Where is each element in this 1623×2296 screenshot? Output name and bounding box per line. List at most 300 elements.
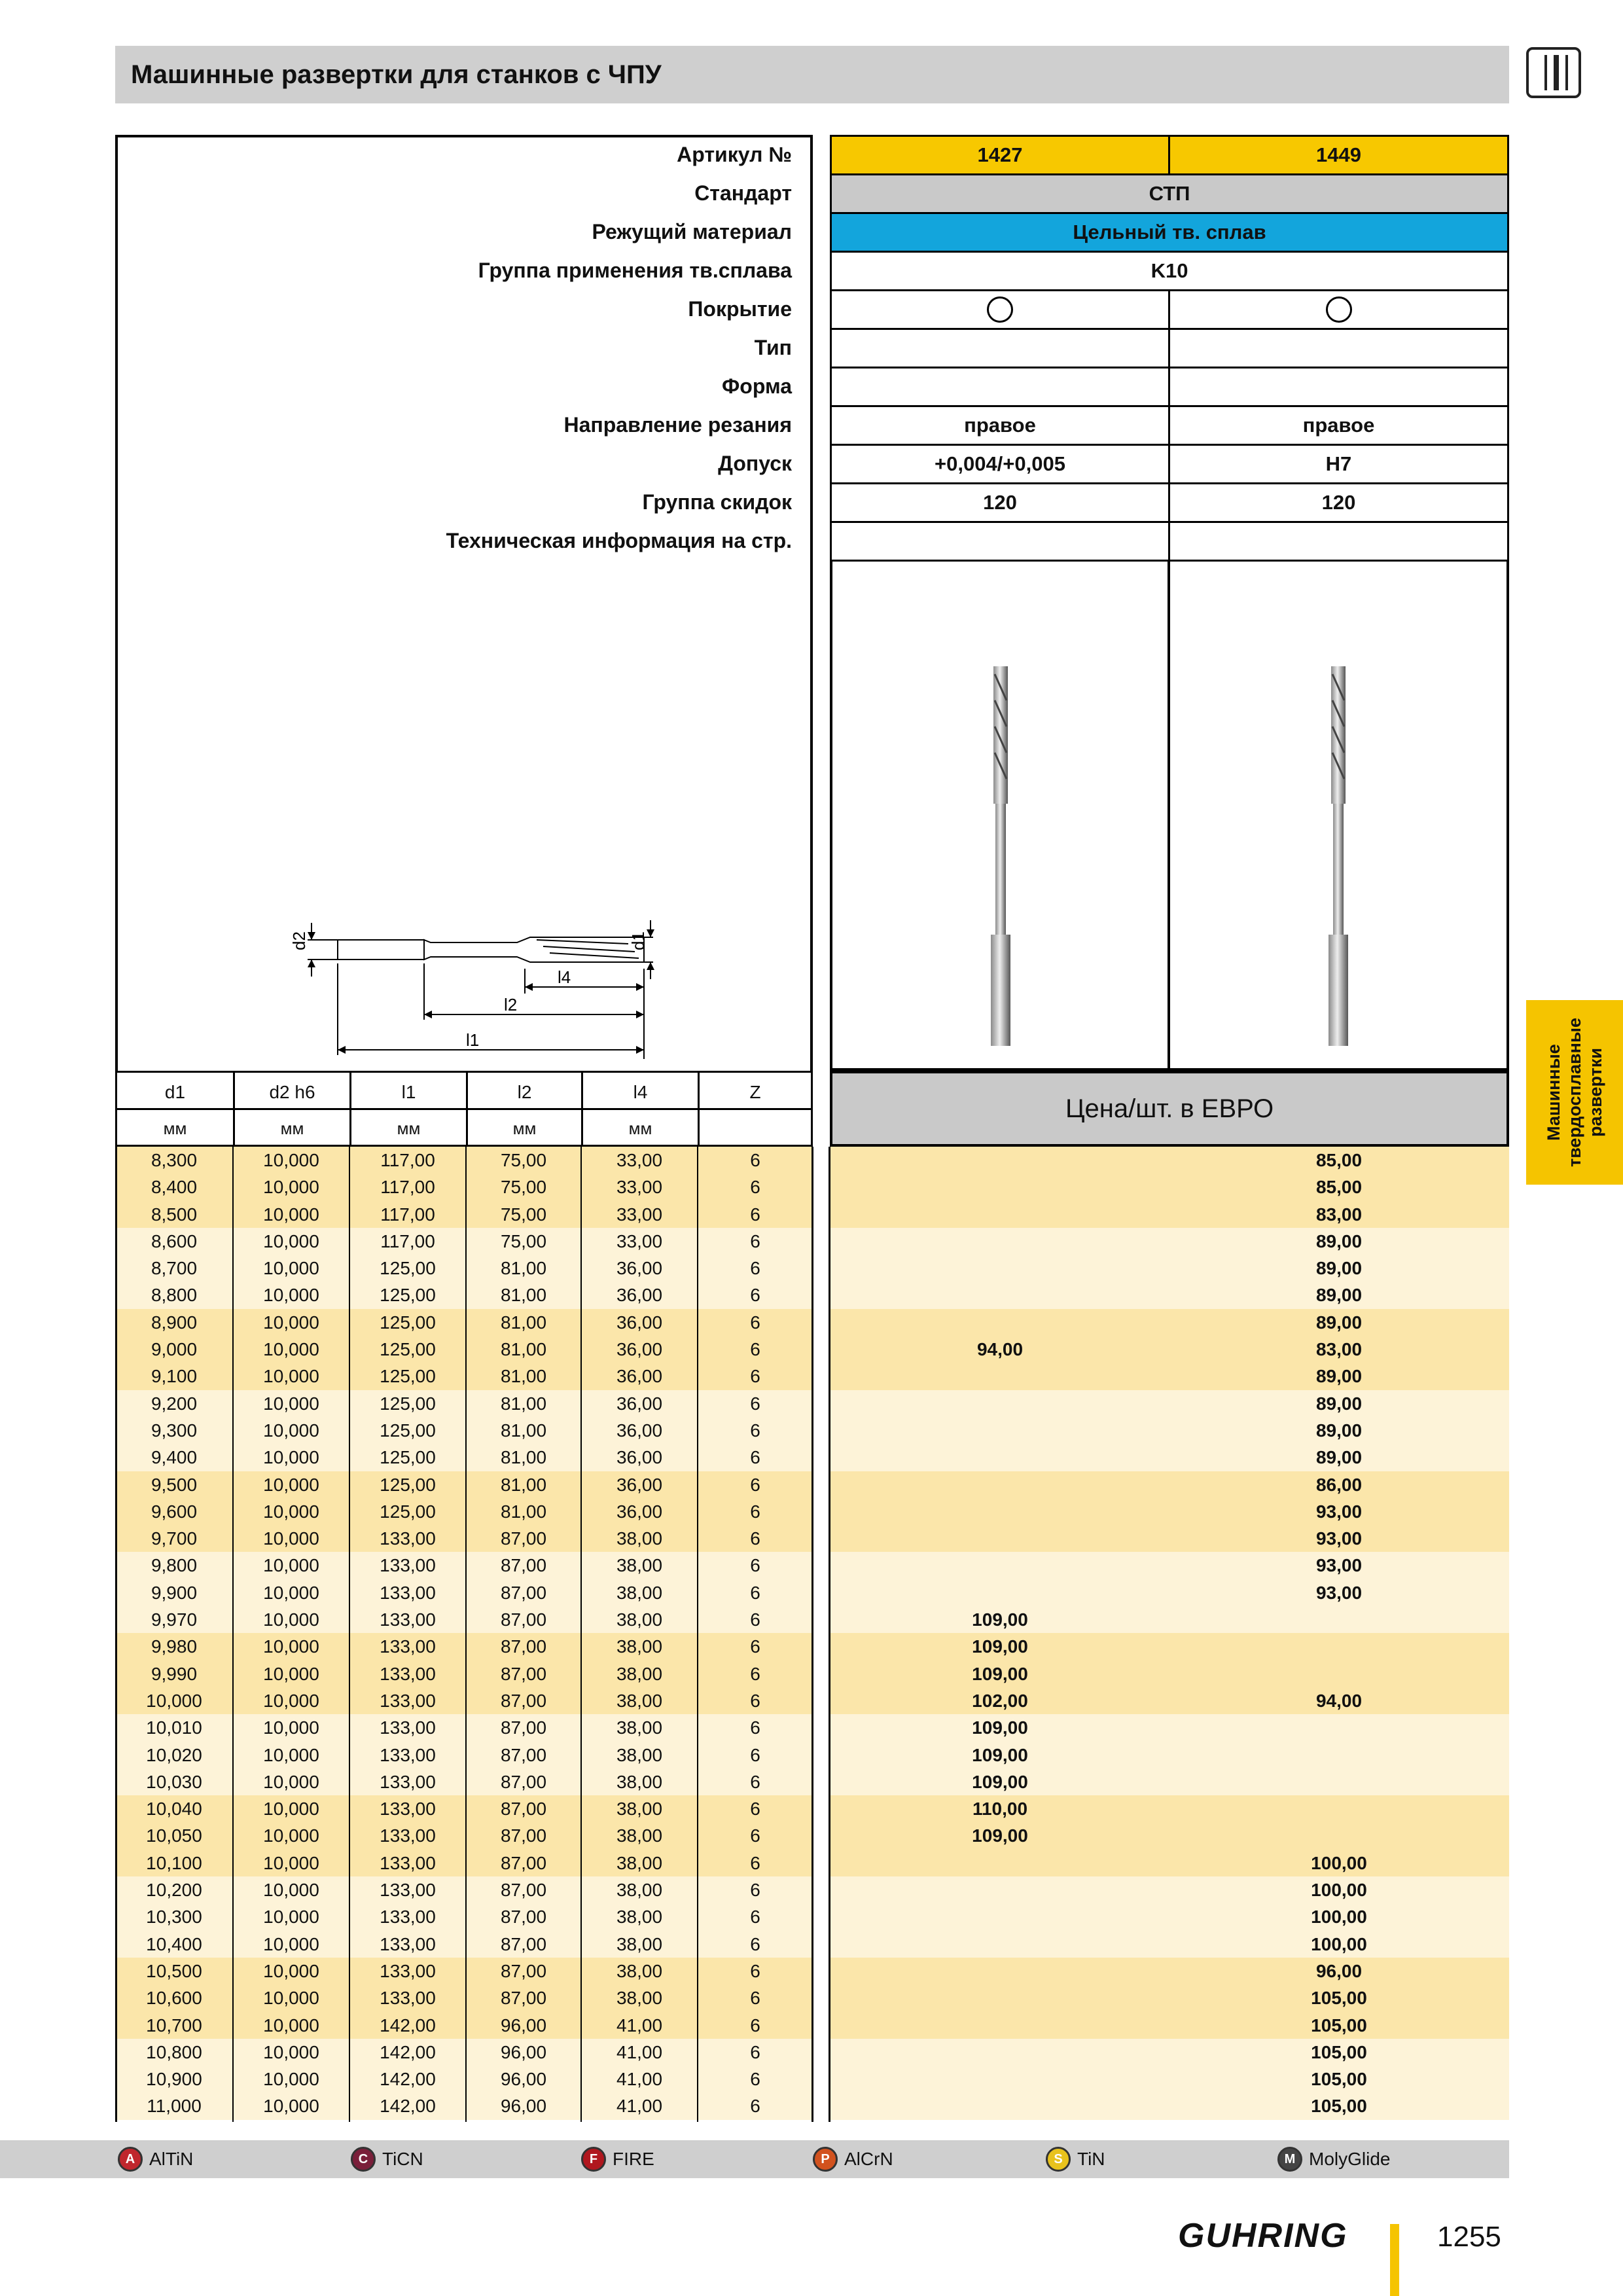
table-cell: 6	[750, 2041, 760, 2062]
table-cell: 133,00	[380, 1960, 436, 1981]
price-1427: 110,00	[972, 1799, 1028, 1820]
col-separator	[232, 1147, 234, 2122]
table-cell: 87,00	[500, 1933, 547, 1954]
table-cell: 125,00	[380, 1501, 436, 1522]
price-1427: 102,00	[972, 1690, 1028, 1711]
table-cell: 38,00	[616, 1609, 663, 1630]
price-1449: 89,00	[1315, 1230, 1363, 1251]
table-cell: 6	[750, 1555, 760, 1576]
price-1449: 94,00	[1315, 1690, 1363, 1711]
table-cell: 38,00	[616, 1988, 663, 2009]
table-cell: 10,000	[263, 1609, 319, 1630]
unit-l2: мм	[466, 1110, 581, 1147]
table-cell: 81,00	[500, 1474, 547, 1495]
table-cell: 36,00	[616, 1420, 663, 1441]
table-cell: 38,00	[616, 1960, 663, 1981]
discount-1427: 120	[830, 482, 1170, 523]
table-cell: 142,00	[380, 2041, 436, 2062]
table-cell: 10,000	[263, 1690, 319, 1711]
price-1427	[830, 1309, 1170, 1336]
table-cell: 10,700	[146, 2015, 202, 2036]
table-cell: 10,000	[263, 1258, 319, 1279]
table-cell: 75,00	[500, 1230, 547, 1251]
table-cell: 10,000	[263, 1312, 319, 1333]
legend-ticn	[351, 2140, 423, 2178]
table-cell: 10,000	[263, 2096, 319, 2117]
section-side-tab-text	[1526, 1000, 1623, 1185]
price-1449: 93,00	[1315, 1501, 1363, 1522]
price-1427	[830, 1984, 1170, 2011]
price-1427	[830, 1498, 1170, 1525]
price-1449: 93,00	[1315, 1555, 1363, 1576]
table-cell: 9,800	[151, 1555, 198, 1576]
price-1449	[1169, 1742, 1509, 1768]
table-cell: 133,00	[380, 1690, 436, 1711]
legend-label: TiN	[1077, 2149, 1105, 2169]
table-cell: 8,500	[151, 1204, 198, 1225]
table-cell: 6	[750, 2015, 760, 2036]
brand-logo: GUHRING	[1178, 2217, 1348, 2255]
table-cell: 6	[750, 1528, 760, 1549]
table-cell: 6	[750, 1582, 760, 1603]
label-form: Форма	[721, 374, 792, 398]
table-cell: 10,010	[146, 1717, 202, 1738]
table-cell: 38,00	[616, 1582, 663, 1603]
table-cell: 87,00	[500, 1907, 547, 1928]
price-1427	[830, 1958, 1170, 1984]
price-1449	[1169, 1606, 1509, 1633]
table-cell: 6	[750, 1636, 760, 1657]
price-1449	[1169, 1822, 1509, 1849]
footer-accent-bar	[1390, 2224, 1399, 2296]
table-cell: 75,00	[500, 1204, 547, 1225]
tin-icon: S	[1046, 2147, 1071, 2172]
price-1449: 93,00	[1315, 1582, 1363, 1603]
table-cell: 36,00	[616, 1447, 663, 1468]
table-cell: 9,500	[151, 1474, 198, 1495]
table-cell: 81,00	[500, 1312, 547, 1333]
table-cell: 10,000	[263, 1960, 319, 1981]
label-discount-group: Группа скидок	[642, 490, 792, 514]
price-1427	[830, 1147, 1170, 1174]
dimension-label-l1: l1	[466, 1030, 480, 1050]
table-cell: 6	[750, 1690, 760, 1711]
price-1427	[830, 2039, 1170, 2066]
table-cell: 10,000	[263, 1582, 319, 1603]
table-cell: 87,00	[500, 1744, 547, 1765]
table-cell: 133,00	[380, 1799, 436, 1820]
price-1427: 109,00	[972, 1609, 1028, 1630]
table-cell: 10,000	[263, 1988, 319, 2009]
legend-altin	[118, 2140, 193, 2178]
table-cell: 6	[750, 1474, 760, 1495]
price-1449: 105,00	[1311, 1988, 1367, 2009]
table-cell: 6	[750, 2069, 760, 2090]
table-cell: 6	[750, 1230, 760, 1251]
table-cell: 6	[750, 1420, 760, 1441]
dimension-label-l4: l4	[558, 967, 571, 987]
price-1427: 109,00	[972, 1636, 1028, 1657]
table-cell: 10,000	[263, 1825, 319, 1846]
table-cell: 6	[750, 1393, 760, 1414]
table-cell: 36,00	[616, 1285, 663, 1306]
table-cell: 133,00	[380, 1744, 436, 1765]
table-cell: 6	[750, 1366, 760, 1387]
reamer-category-icon	[1526, 47, 1581, 98]
table-cell: 41,00	[616, 2041, 663, 2062]
table-cell: 38,00	[616, 1663, 663, 1684]
table-cell: 10,000	[263, 1744, 319, 1765]
article-1427: 1427	[830, 135, 1170, 175]
table-cell: 133,00	[380, 1907, 436, 1928]
table-cell: 6	[750, 1339, 760, 1360]
dimension-label-d2: d2	[289, 931, 309, 950]
uncoated-icon	[1326, 296, 1352, 323]
table-cell: 6	[750, 1663, 760, 1684]
col-separator	[580, 1147, 582, 2122]
table-cell: 10,300	[146, 1907, 202, 1928]
table-cell: 10,000	[263, 1555, 319, 1576]
table-cell: 10,000	[263, 1204, 319, 1225]
table-cell: 8,900	[151, 1312, 198, 1333]
price-1427	[830, 1876, 1170, 1903]
table-cell: 6	[750, 1852, 760, 1873]
application-group-value: K10	[830, 251, 1509, 291]
table-cell: 38,00	[616, 1880, 663, 1901]
table-cell: 87,00	[500, 1609, 547, 1630]
price-1449: 105,00	[1311, 2069, 1367, 2090]
label-type: Тип	[754, 336, 792, 359]
table-cell: 87,00	[500, 1555, 547, 1576]
legend-tin	[1046, 2140, 1105, 2178]
table-cell: 38,00	[616, 1825, 663, 1846]
table-cell: 38,00	[616, 1690, 663, 1711]
table-cell: 10,000	[263, 1393, 319, 1414]
table-cell: 8,300	[151, 1150, 198, 1170]
table-cell: 10,030	[146, 1771, 202, 1792]
form-cell-1427	[830, 367, 1170, 407]
table-cell: 6	[750, 1744, 760, 1765]
price-1449: 85,00	[1315, 1150, 1363, 1170]
table-cell: 36,00	[616, 1501, 663, 1522]
table-cell: 9,700	[151, 1528, 198, 1549]
price-1427	[830, 1363, 1170, 1390]
table-cell: 96,00	[500, 2096, 547, 2117]
table-cell: 9,200	[151, 1393, 198, 1414]
direction-1449: правое	[1168, 405, 1509, 446]
form-cell-1449	[1168, 367, 1509, 407]
legend-label: TiCN	[382, 2149, 423, 2169]
table-cell: 87,00	[500, 1825, 547, 1846]
table-cell: 10,800	[146, 2041, 202, 2062]
coating-cell-1427	[830, 289, 1170, 330]
table-cell: 10,000	[263, 1852, 319, 1873]
col-header-l4: l4	[581, 1071, 698, 1110]
standard-value: СТП	[830, 173, 1509, 214]
table-cell: 38,00	[616, 1852, 663, 1873]
label-application-group: Группа применения тв.сплава	[478, 259, 792, 282]
table-cell: 10,000	[263, 1285, 319, 1306]
price-1449: 89,00	[1315, 1393, 1363, 1414]
table-cell: 133,00	[380, 1717, 436, 1738]
table-cell: 81,00	[500, 1285, 547, 1306]
label-tolerance: Допуск	[718, 452, 792, 475]
col-header-d2: d2 h6	[233, 1071, 349, 1110]
table-cell: 133,00	[380, 1609, 436, 1630]
table-cell: 6	[750, 1880, 760, 1901]
table-cell: 6	[750, 1933, 760, 1954]
table-cell: 87,00	[500, 1528, 547, 1549]
col-header-d1: d1	[115, 1071, 233, 1110]
table-cell: 9,100	[151, 1366, 198, 1387]
table-cell: 10,000	[263, 1636, 319, 1657]
table-cell: 33,00	[616, 1177, 663, 1198]
table-cell: 10,020	[146, 1744, 202, 1765]
molyglide-icon: M	[1277, 2147, 1302, 2172]
table-cell: 38,00	[616, 1907, 663, 1928]
legend-label: FIRE	[613, 2149, 654, 2169]
table-cell: 8,800	[151, 1285, 198, 1306]
price-1427: 109,00	[972, 1825, 1028, 1846]
table-cell: 6	[750, 1988, 760, 2009]
table-cell: 9,400	[151, 1447, 198, 1468]
table-cell: 10,000	[263, 2041, 319, 2062]
table-cell: 125,00	[380, 1339, 436, 1360]
table-cell: 41,00	[616, 2015, 663, 2036]
table-cell: 10,000	[263, 2069, 319, 2090]
price-1427	[830, 1174, 1170, 1200]
legend-label: AlTiN	[149, 2149, 194, 2169]
price-1449: 83,00	[1315, 1204, 1363, 1225]
price-1427	[830, 2066, 1170, 2092]
table-cell: 125,00	[380, 1285, 436, 1306]
price-1449: 85,00	[1315, 1177, 1363, 1198]
price-1449: 96,00	[1315, 1960, 1363, 1981]
price-1449: 105,00	[1311, 2096, 1367, 2117]
table-cell: 87,00	[500, 1799, 547, 1820]
unit-l4: мм	[581, 1110, 698, 1147]
table-cell: 8,700	[151, 1258, 198, 1279]
alcrn-icon: P	[813, 2147, 838, 2172]
label-cutting-direction: Направление резания	[563, 413, 792, 437]
table-cell: 41,00	[616, 2096, 663, 2117]
table-cell: 9,990	[151, 1663, 198, 1684]
legend-label: AlCrN	[844, 2149, 893, 2169]
table-cell: 10,000	[263, 1880, 319, 1901]
price-1427	[830, 1444, 1170, 1471]
table-cell: 6	[750, 1312, 760, 1333]
table-cell: 36,00	[616, 1312, 663, 1333]
table-cell: 33,00	[616, 1150, 663, 1170]
table-cell: 10,000	[263, 1177, 319, 1198]
col-separator	[697, 1147, 698, 2122]
table-cell: 117,00	[380, 1177, 435, 1198]
table-cell: 133,00	[380, 1663, 436, 1684]
price-1427	[830, 1552, 1170, 1579]
price-1427	[830, 1850, 1170, 1876]
table-cell: 125,00	[380, 1393, 436, 1414]
table-cell: 6	[750, 1177, 760, 1198]
type-cell-1427	[830, 328, 1170, 368]
table-cell: 87,00	[500, 1852, 547, 1873]
price-1427	[830, 2092, 1170, 2119]
tolerance-1427: +0,004/+0,005	[830, 444, 1170, 484]
price-1427: 94,00	[976, 1339, 1024, 1360]
table-cell: 125,00	[380, 1420, 436, 1441]
table-cell: 10,000	[263, 1420, 319, 1441]
table-cell: 10,200	[146, 1880, 202, 1901]
price-1449	[1169, 1660, 1509, 1687]
side-tab-line1: Машинные	[1544, 1044, 1563, 1141]
image-divider	[1168, 560, 1170, 1071]
uncoated-icon	[987, 296, 1013, 323]
table-cell: 36,00	[616, 1474, 663, 1495]
label-tech-info: Техническая информация на стр.	[446, 529, 792, 552]
price-1449	[1169, 1633, 1509, 1660]
price-1427: 109,00	[972, 1663, 1028, 1684]
price-1449: 100,00	[1311, 1852, 1367, 1873]
table-cell: 10,000	[263, 1474, 319, 1495]
table-cell: 81,00	[500, 1258, 547, 1279]
table-cell: 6	[750, 1960, 760, 1981]
table-cell: 6	[750, 1150, 760, 1170]
tech-info-1427	[830, 521, 1170, 562]
table-cell: 38,00	[616, 1528, 663, 1549]
legend-molyglide	[1277, 2140, 1390, 2178]
table-cell: 142,00	[380, 2069, 436, 2090]
discount-1449: 120	[1168, 482, 1509, 523]
price-1427	[830, 1255, 1170, 1282]
table-cell: 9,980	[151, 1636, 198, 1657]
table-border-mid	[812, 1147, 813, 2122]
unit-d2: мм	[233, 1110, 349, 1147]
table-cell: 87,00	[500, 1690, 547, 1711]
reamer-image-1449	[1306, 661, 1372, 1054]
table-cell: 9,000	[151, 1339, 198, 1360]
table-cell: 133,00	[380, 1582, 436, 1603]
table-cell: 81,00	[500, 1501, 547, 1522]
table-cell: 10,000	[263, 1150, 319, 1170]
table-cell: 38,00	[616, 1744, 663, 1765]
table-cell: 36,00	[616, 1366, 663, 1387]
table-cell: 9,600	[151, 1501, 198, 1522]
price-1449: 105,00	[1311, 2041, 1367, 2062]
table-cell: 9,900	[151, 1582, 198, 1603]
table-cell: 33,00	[616, 1230, 663, 1251]
table-cell: 10,000	[146, 1690, 202, 1711]
table-cell: 11,000	[147, 2096, 202, 2117]
table-cell: 75,00	[500, 1150, 547, 1170]
label-cutting-material: Режущий материал	[592, 220, 792, 243]
legend-label: MolyGlide	[1309, 2149, 1391, 2169]
page-title: Машинные развертки для станков с ЧПУ	[131, 60, 662, 89]
table-cell: 38,00	[616, 1933, 663, 1954]
cutting-material-value: Цельный тв. сплав	[830, 212, 1509, 253]
coating-cell-1449	[1168, 289, 1509, 330]
table-cell: 36,00	[616, 1339, 663, 1360]
table-cell: 10,000	[263, 1907, 319, 1928]
table-cell: 133,00	[380, 1555, 436, 1576]
table-cell: 133,00	[380, 1771, 436, 1792]
table-cell: 33,00	[616, 1204, 663, 1225]
fire-icon: F	[581, 2147, 606, 2172]
table-cell: 133,00	[380, 1528, 436, 1549]
table-cell: 133,00	[380, 1852, 436, 1873]
table-cell: 38,00	[616, 1717, 663, 1738]
table-cell: 10,040	[146, 1799, 202, 1820]
table-cell: 133,00	[380, 1825, 436, 1846]
table-border-right	[829, 1147, 830, 2122]
price-1449: 100,00	[1311, 1933, 1367, 1954]
table-cell: 8,600	[151, 1230, 198, 1251]
price-1449: 86,00	[1315, 1474, 1363, 1495]
table-cell: 6	[750, 1799, 760, 1820]
price-1449: 89,00	[1315, 1447, 1363, 1468]
table-cell: 10,400	[146, 1933, 202, 1954]
price-1427	[830, 1417, 1170, 1444]
table-cell: 10,000	[263, 1339, 319, 1360]
unit-z	[698, 1110, 813, 1147]
label-article: Артикул №	[677, 143, 792, 166]
unit-l1: мм	[349, 1110, 466, 1147]
price-1449: 89,00	[1315, 1312, 1363, 1333]
price-1449: 89,00	[1315, 1366, 1363, 1387]
price-1427	[830, 1903, 1170, 1930]
unit-d1: мм	[115, 1110, 233, 1147]
table-cell: 36,00	[616, 1393, 663, 1414]
table-cell: 8,400	[151, 1177, 198, 1198]
table-cell: 10,000	[263, 1501, 319, 1522]
dimension-label-d1: d1	[628, 931, 648, 950]
side-tab-line3: развертки	[1586, 1048, 1605, 1137]
table-cell: 87,00	[500, 1636, 547, 1657]
table-cell: 125,00	[380, 1474, 436, 1495]
price-1449: 100,00	[1311, 1907, 1367, 1928]
ticn-icon: C	[351, 2147, 376, 2172]
article-1449: 1449	[1168, 135, 1509, 175]
side-tab-line2: твердосплавные	[1565, 1017, 1584, 1168]
table-cell: 87,00	[500, 1771, 547, 1792]
price-1449: 105,00	[1311, 2015, 1367, 2036]
table-cell: 87,00	[500, 1880, 547, 1901]
price-1449	[1169, 1714, 1509, 1741]
table-cell: 9,970	[151, 1609, 198, 1630]
table-cell: 133,00	[380, 1636, 436, 1657]
table-cell: 125,00	[380, 1312, 436, 1333]
price-1427	[830, 1201, 1170, 1228]
label-standard: Стандарт	[694, 181, 792, 205]
table-cell: 6	[750, 1204, 760, 1225]
table-cell: 96,00	[500, 2069, 547, 2090]
price-1427	[830, 1471, 1170, 1498]
table-cell: 117,00	[380, 1150, 435, 1170]
table-cell: 10,050	[146, 1825, 202, 1846]
table-cell: 125,00	[380, 1366, 436, 1387]
price-1449: 89,00	[1315, 1420, 1363, 1441]
table-cell: 6	[750, 1907, 760, 1928]
table-cell: 38,00	[616, 1799, 663, 1820]
table-cell: 36,00	[616, 1258, 663, 1279]
price-header: Цена/шт. в ЕВРО	[830, 1071, 1509, 1147]
table-cell: 81,00	[500, 1447, 547, 1468]
table-cell: 117,00	[380, 1230, 435, 1251]
price-1427: 109,00	[972, 1717, 1028, 1738]
table-cell: 10,000	[263, 2015, 319, 2036]
price-1427	[830, 1931, 1170, 1958]
table-cell: 38,00	[616, 1771, 663, 1792]
table-cell: 38,00	[616, 1555, 663, 1576]
table-cell: 6	[750, 1501, 760, 1522]
